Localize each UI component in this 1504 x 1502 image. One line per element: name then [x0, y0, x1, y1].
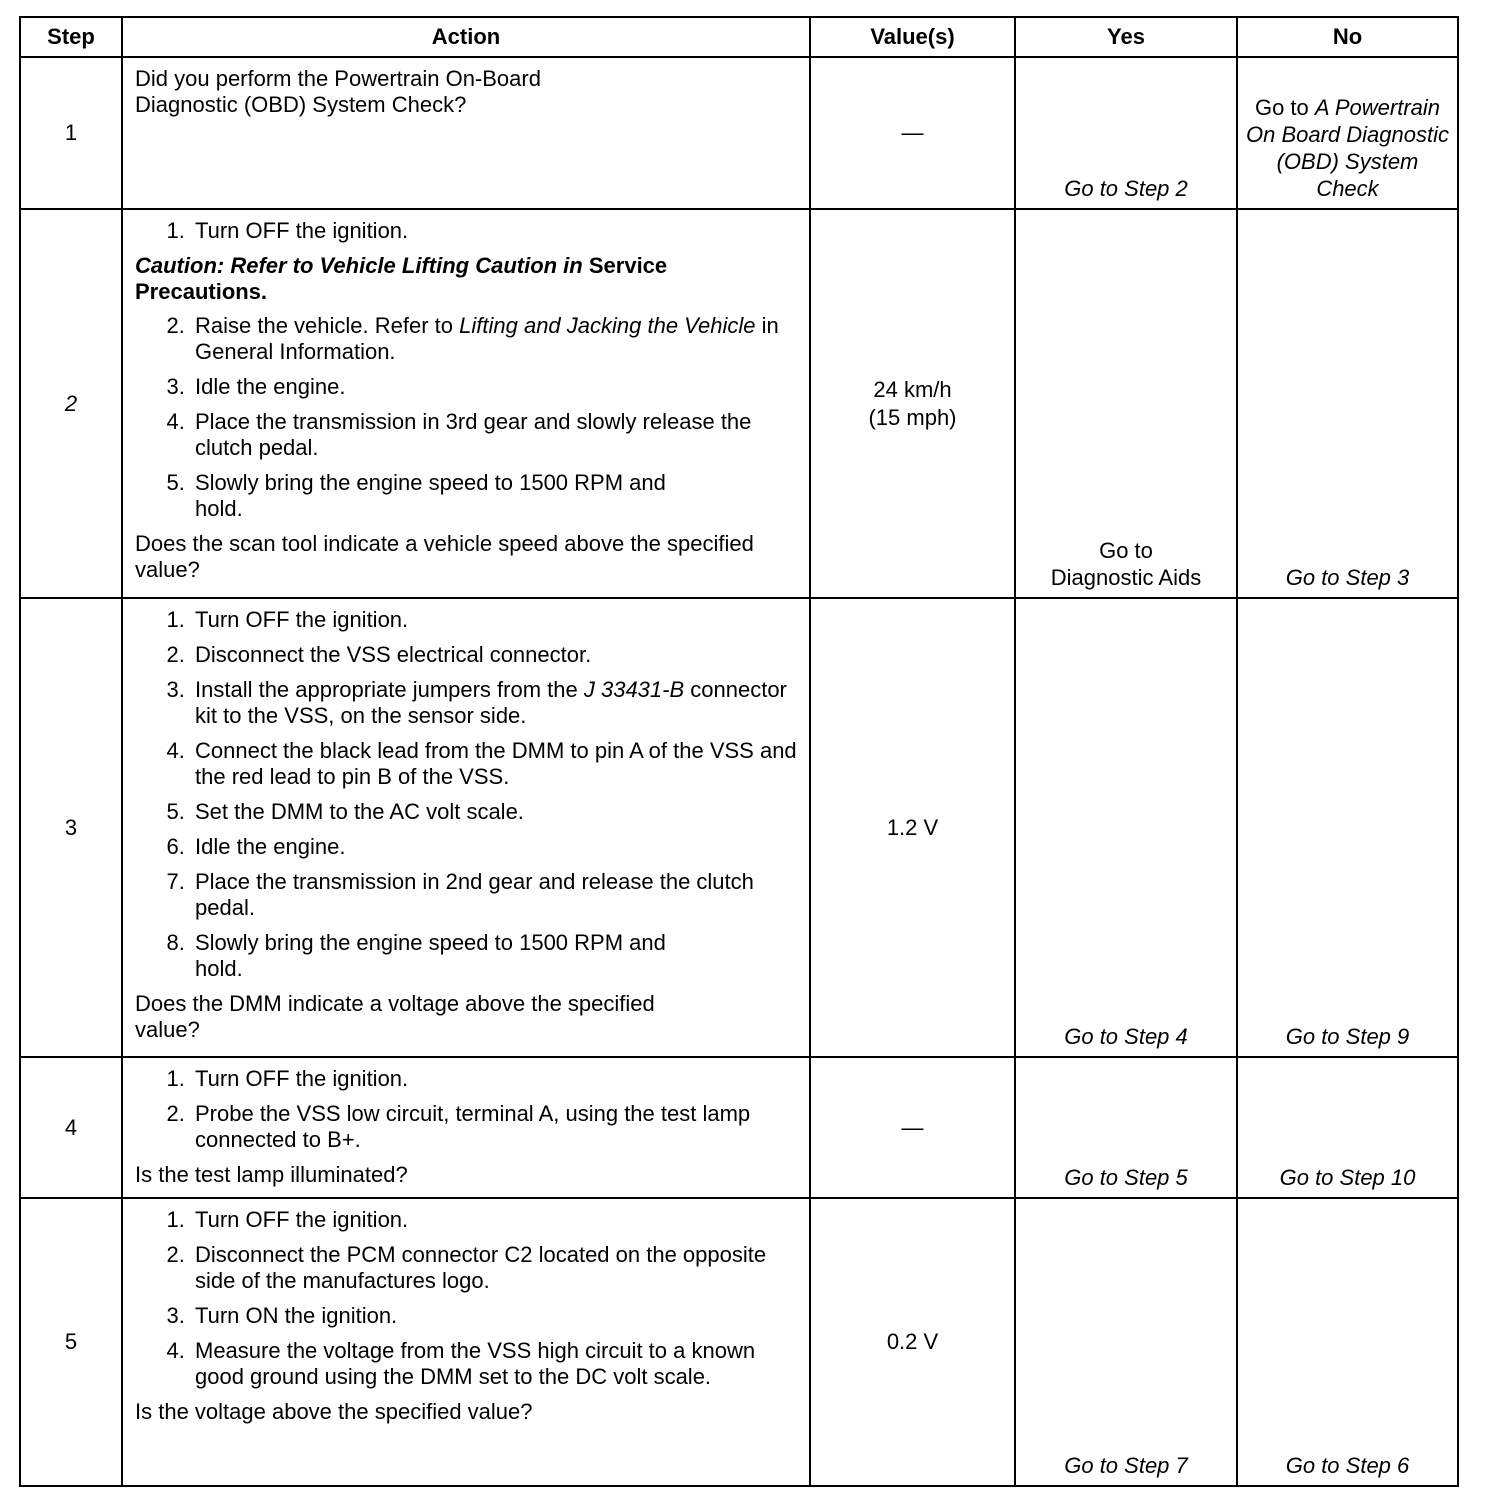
value-cell [810, 209, 1015, 598]
no-link[interactable]: Go to Step 6 [1237, 1198, 1458, 1486]
header-action: Action [122, 17, 810, 57]
list-item-text: connector kit to the VSS, on the sensor side. [195, 677, 787, 728]
caution-note [135, 253, 799, 305]
caution-plain: Service Precautions. [135, 253, 668, 304]
no-link[interactable]: Go to Step 10 [1237, 1057, 1458, 1198]
diagnostic-aids-link[interactable]: Diagnostic Aids [1050, 565, 1202, 590]
no-link[interactable]: A Powertrain On Board Diagnostic (OBD) System Check [1246, 95, 1449, 201]
action-cell [122, 209, 810, 598]
action-list [135, 1207, 799, 1390]
list-item: 3. Turn ON the ignition. [191, 1303, 799, 1329]
step-number-text: 2 [64, 390, 78, 416]
list-item: 5. Slowly bring the engine speed to 1500 RPM and hold. [191, 470, 799, 522]
list-item: 2. Disconnect the VSS electrical connector. [191, 642, 799, 668]
list-item: 1. Turn OFF the ignition. [191, 607, 799, 633]
list-item: 6. Idle the engine. [191, 834, 799, 860]
caution-italic: Caution: Refer to Vehicle Lifting Caution in [135, 253, 583, 278]
header-no: No [1237, 17, 1458, 57]
yes-link[interactable]: Go to Step 5 [1015, 1057, 1237, 1198]
list-item: 4. Measure the voltage from the VSS high circuit to a known good ground using the DMM set to the DC volt scale. [191, 1338, 799, 1390]
action-cell [122, 1198, 810, 1486]
list-item: 1. Turn OFF the ignition. [191, 1207, 799, 1233]
list-item: 2. Probe the VSS low circuit, terminal A, using the test lamp connected to B+. [191, 1101, 799, 1153]
step-number: 5 [20, 1198, 122, 1486]
value-line: (15 mph) [868, 404, 957, 430]
value-cell: 1.2 V [810, 598, 1015, 1057]
list-item: 1. Turn OFF the ignition. [191, 1066, 799, 1092]
action-cell [122, 57, 810, 209]
yes-prefix: Go to [1099, 538, 1153, 563]
header-step: Step [20, 17, 122, 57]
action-list [135, 1066, 799, 1153]
yes-link[interactable]: Go to Step 7 [1015, 1198, 1237, 1486]
table-row-step-3 [20, 598, 1458, 1057]
header-row [20, 17, 1458, 57]
header-yes: Yes [1015, 17, 1237, 57]
no-prefix: Go to [1254, 95, 1315, 120]
step-number: 1 [20, 57, 122, 209]
question-text: Does the scan tool indicate a vehicle speed above the specified value? [135, 531, 754, 582]
list-item: 1. Turn OFF the ignition. [191, 218, 799, 244]
question-text: Is the test lamp illuminated? [135, 1162, 408, 1187]
list-item: 4. Connect the black lead from the DMM to pin A of the VSS and the red lead to pin B of the VSS. [191, 738, 799, 790]
list-item-text: in General Information. [195, 313, 779, 364]
list-item: 3. Idle the engine. [191, 374, 799, 400]
yes-link[interactable]: Go to Step 2 [1015, 57, 1237, 209]
table-row-step-2 [20, 209, 1458, 598]
yes-cell [1015, 209, 1237, 598]
list-item: 2. Disconnect the PCM connector C2 located on the opposite side of the manufactures logo. [191, 1242, 799, 1294]
table-row-step-4 [20, 1057, 1458, 1198]
no-link[interactable]: Go to Step 9 [1237, 598, 1458, 1057]
no-link[interactable]: Go to Step 3 [1237, 209, 1458, 598]
action-cell [122, 1057, 810, 1198]
yes-link[interactable]: Go to Step 4 [1015, 598, 1237, 1057]
list-item-text: Raise the vehicle. Refer to [195, 313, 460, 338]
list-item [191, 313, 799, 365]
step-number: 3 [20, 598, 122, 1057]
value-cell: — [810, 57, 1015, 209]
action-list [135, 313, 799, 522]
list-item: 8. Slowly bring the engine speed to 1500 RPM and hold. [191, 930, 799, 982]
value-line: 24 km/h [873, 376, 952, 402]
list-item [191, 677, 799, 729]
action-list [135, 218, 799, 244]
table-row-step-5 [20, 1198, 1458, 1486]
header-value: Value(s) [810, 17, 1015, 57]
list-item: 4. Place the transmission in 3rd gear and slowly release the clutch pedal. [191, 409, 799, 461]
value-cell: 0.2 V [810, 1198, 1015, 1486]
list-item: 5. Set the DMM to the AC volt scale. [191, 799, 799, 825]
action-list [135, 607, 799, 982]
list-item-text: Install the appropriate jumpers from the [195, 677, 584, 702]
diagnostic-table [19, 16, 1459, 1487]
list-item: 7. Place the transmission in 2nd gear and release the clutch pedal. [191, 869, 799, 921]
value-cell: — [810, 1057, 1015, 1198]
question-text: Does the DMM indicate a voltage above the specified value? [135, 991, 655, 1042]
step-number [20, 209, 122, 598]
question-text: Is the voltage above the specified value? [135, 1399, 533, 1424]
action-cell [122, 598, 810, 1057]
lifting-jacking-link[interactable]: Lifting and Jacking the Vehicle [459, 313, 756, 338]
question-text: Did you perform the Powertrain On-Board Diagnostic (OBD) System Check? [135, 66, 541, 117]
step-number: 4 [20, 1057, 122, 1198]
tool-link[interactable]: J 33431-B [583, 677, 685, 702]
no-cell [1237, 57, 1458, 209]
table-row-step-1 [20, 57, 1458, 209]
